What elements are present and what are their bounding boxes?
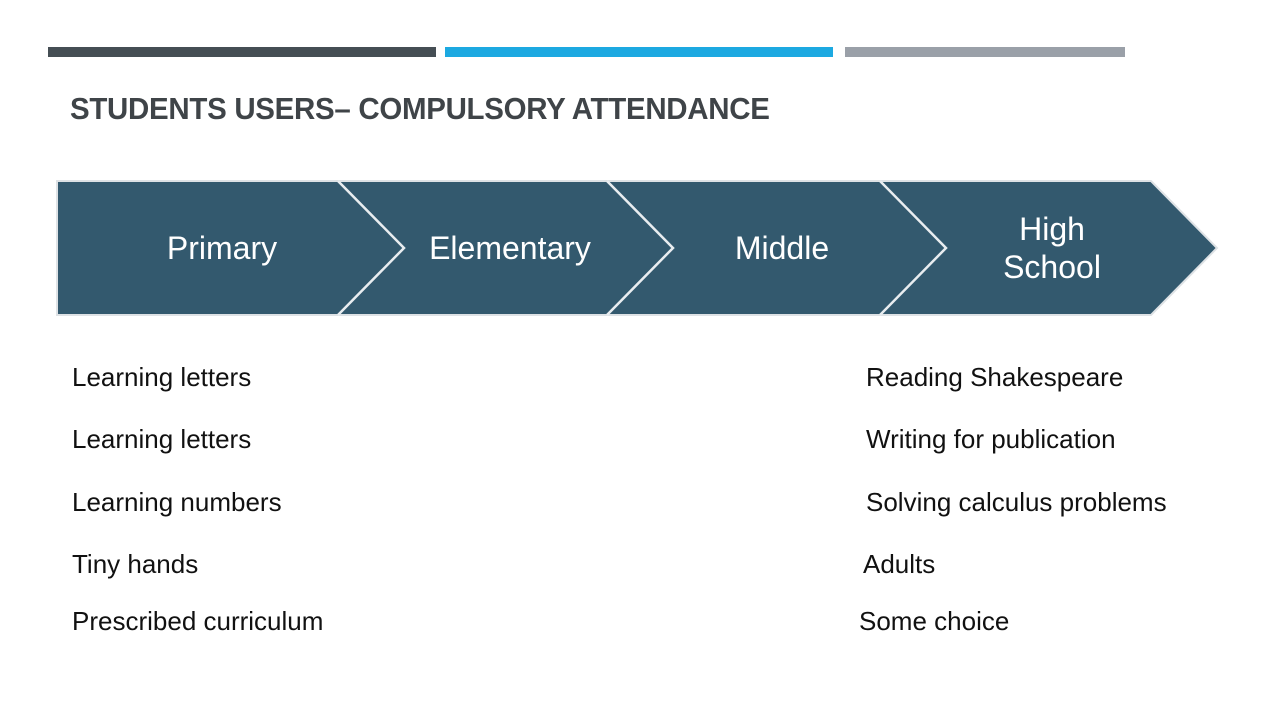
stage-label-high-school: High School — [1003, 210, 1101, 285]
list-item-left-5: Prescribed curriculum — [72, 606, 324, 636]
accent-bar-cyan — [445, 47, 833, 57]
list-item-right-4: Adults — [863, 549, 936, 579]
stage-label-middle: Middle — [734, 229, 830, 266]
stage-label-elementary: Elementary — [429, 229, 591, 266]
accent-bar-dark — [48, 47, 436, 57]
stage-label-primary: Primary — [166, 229, 278, 266]
slide-title: STUDENTS USERS– COMPULSORY ATTENDANCE — [70, 91, 770, 126]
list-item-left-1: Learning letters — [72, 362, 252, 392]
list-item-right-5: Some choice — [859, 606, 1010, 636]
list-item-right-2: Writing for publication — [866, 424, 1116, 454]
list-item-left-2: Learning letters — [72, 424, 252, 454]
list-item-right-3: Solving calculus problems — [866, 487, 1167, 517]
list-item-left-3: Learning numbers — [72, 487, 282, 517]
accent-bar-gray — [845, 47, 1125, 57]
list-item-left-4: Tiny hands — [72, 549, 199, 579]
list-item-right-1: Reading Shakespeare — [866, 362, 1124, 392]
